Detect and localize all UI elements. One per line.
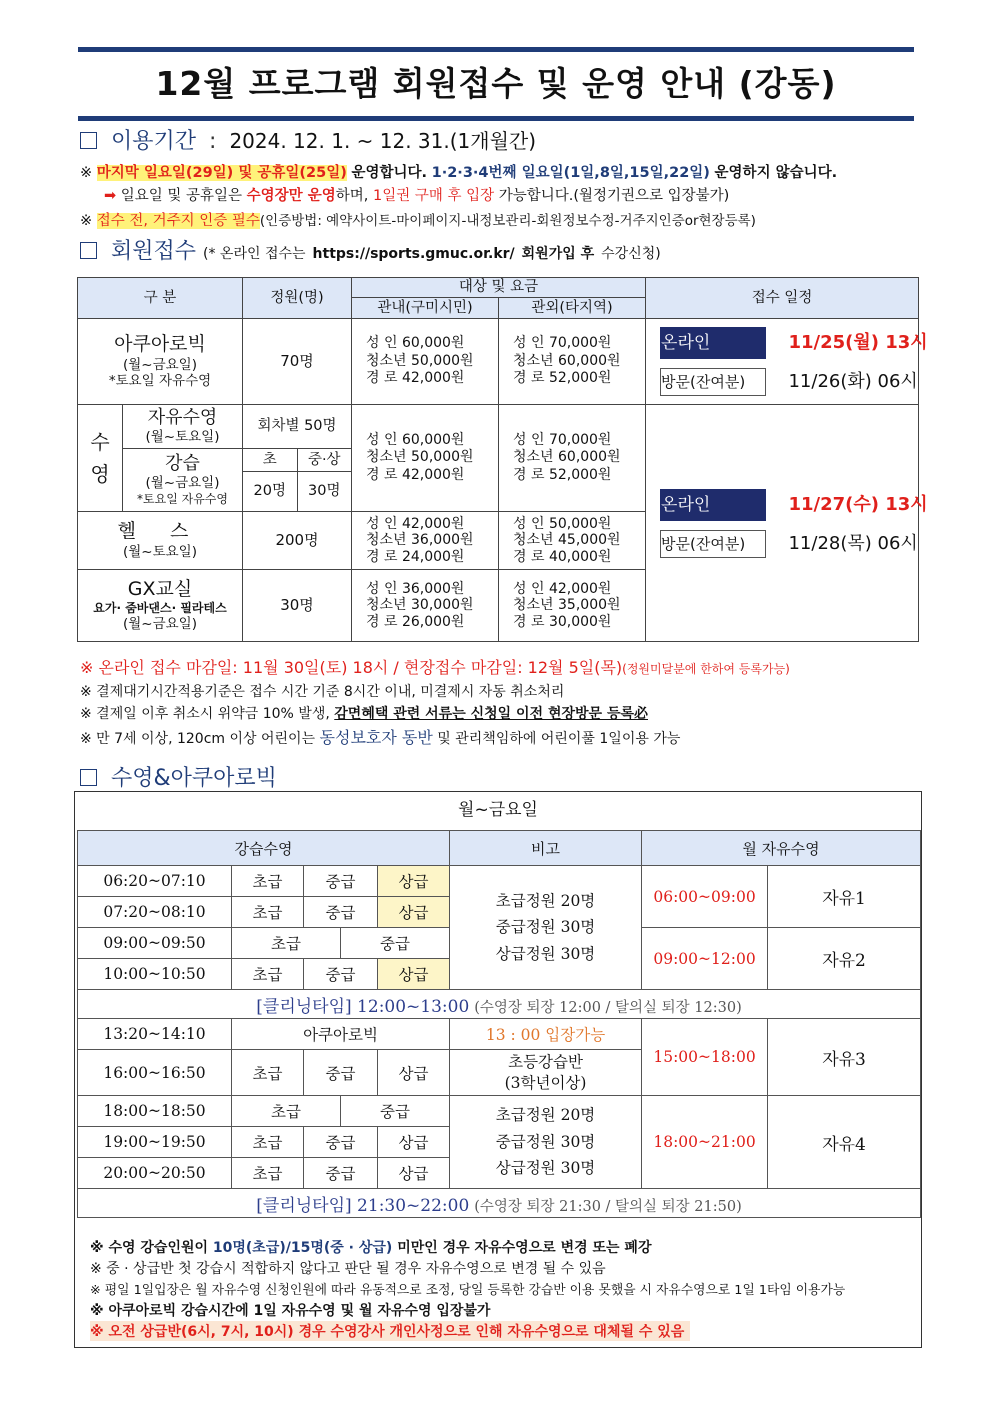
table-row: 18:00~18:50 초급 중급 초급정원 20명 중급정원 30명 상급정원 30명 18:00~21:00 자유4 (78, 1096, 921, 1127)
note-level-change: ※ 중 · 상급반 첫 강습시 적합하지 않다고 판단 될 경우 자유수영으로 변경 될 수 있음 (90, 1261, 606, 1277)
register-url[interactable]: https://sports.gmuc.or.kr/ (312, 246, 515, 262)
row-swim-lesson: 강습 (월~금요일) *토요일 자유수영 초 중·상 20명 30명 (78, 449, 919, 512)
note-deadline: ※ 온라인 접수 마감일: 11월 30일(토) 18시 / 현장접수 마감일: 12월 5일(목)(정원미달분에 한하여 등록가능) (80, 658, 790, 677)
note-residence: ※ 접수 전, 거주지 인증 필수(인증방법: 예약사이트-마이페이지-내정보관리-회원정보수정-거주지인증or현장등록) (80, 213, 756, 229)
period-section (80, 124, 536, 155)
note-aquarobic-time: ※ 아쿠아로빅 강습시간에 1일 자유수영 및 월 자유수영 입장불가 (90, 1303, 491, 1319)
visit-badge: 방문(잔여분) (660, 368, 766, 396)
table-row: 10:00~10:50 초급 중급 상급 (78, 959, 921, 990)
note-min-enrollment: ※ 수영 강습인원이 10명(초급)/15명(중 · 상급) 미만인 경우 자유수영으로 변경 또는 폐강 (90, 1240, 652, 1256)
note-cancel: ※ 결제일 이후 취소시 위약금 10% 발생, 감면혜택 관련 서류는 신청일 이전 현장방문 등록必 (80, 706, 648, 722)
arrow-right-icon: ➡ (104, 188, 117, 204)
title-band (78, 47, 914, 121)
checkbox-square-icon (80, 242, 97, 259)
online-badge: 온라인 (660, 327, 766, 359)
header-target-fee: 대상 및 요금 (352, 278, 646, 298)
register-heading: 회원접수 (111, 239, 197, 264)
table-row: 16:00~16:50 초급 중급 상급 초등강습반 (3학년이상) (78, 1050, 921, 1096)
visit-date: 11/28(목) 06시 (788, 532, 918, 554)
checkbox-square-icon (80, 132, 97, 149)
note-payment-wait: ※ 결제대기시간적용기준은 접수 시간 기준 8시간 이내, 미결제시 자동 취소처리 (80, 684, 565, 700)
row-free-swim: 수 영 자유수영 (월~토요일) 회차별 50명 성 인 60,000원 청소년 50,000원 경 로 42,000원 성 인 70,000원 청소년 60,000원 경 로 52,000원 온라인 11/27(수) 13시 방문(잔여분) 11/28(목) 06시 (78, 405, 919, 449)
schedule-swim-health-gx (646, 405, 928, 642)
table-row: 09:00~09:50 초급 중급 09:00~12:00 자유2 (78, 928, 921, 959)
header-gubun: 구 분 (78, 278, 243, 319)
schedule-aquarobic (646, 319, 928, 405)
swim-schedule-table (77, 830, 921, 1218)
header-schedule: 접수 일정 (646, 278, 919, 319)
table-row: 07:20~08:10 초급 중급 상급 (78, 897, 921, 928)
table-row: 19:00~19:50 초급 중급 상급 (78, 1127, 921, 1158)
checkbox-square-icon (80, 769, 97, 786)
online-date: 11/25(월) 13시 (788, 332, 928, 353)
period-value: 2024. 12. 1. ~ 12. 31.(1개월간) (229, 129, 537, 153)
swim-heading: 수영&아쿠아로빅 (111, 766, 277, 791)
table-row: 13:20~14:10 아쿠아로빅 13 : 00 입장가능 15:00~18:00 자유3 (78, 1019, 921, 1050)
note-daily-entry: ※ 평일 1일입장은 월 자유수영 신청인원에 따라 유동적으로 조정, 당일 등록한 강습반 이용 못했을 시 자유수영으로 1일 1타임 이용가능 (90, 1283, 846, 1298)
row-health: 헬 스 (월~토요일) 200명 성 인 42,000원 청소년 36,000원 경 로 24,000원 성 인 50,000원 청소년 45,000원 경 로 40,000원 (78, 512, 919, 570)
header-nonresident: 관외(타지역) (499, 298, 646, 319)
note-holiday: ➡ 일요일 및 공휴일은 수영장만 운영하며, 1일권 구매 후 입장 가능합니다.(월정기권으로 입장불가) (104, 188, 730, 204)
swim-section (80, 761, 277, 792)
note-sunday-navy: 1·2·3·4번째 일요일(1일,8일,15일,22일) (431, 165, 710, 181)
header-remarks: 비고 (450, 831, 642, 866)
register-section: 회원접수 (* 온라인 접수는 https://sports.gmuc.or.kr/ 회원가입 후 수강신청) (80, 234, 661, 265)
page-title: 12월 프로그램 회원접수 및 운영 안내 (강동) (155, 64, 837, 103)
cleaning-time-row: [클리닝타임] 21:30~22:00 (수영장 퇴장 21:30 / 탈의실 퇴장 21:50) (78, 1189, 921, 1218)
period-colon: : (209, 129, 217, 154)
row-aquarobic: 아쿠아로빅 (월~금요일) *토요일 자유수영 70명 성 인 60,000원 청소년 50,000원 경 로 42,000원 성 인 70,000원 청소년 60,000원 경 로 52,000원 온라인 11/25(월) 13시 방문(잔여분) 11/26(화) 06시 (78, 319, 919, 405)
online-badge: 온라인 (660, 489, 766, 521)
swim-banner: 월~금요일 (458, 800, 538, 820)
cleaning-time-row: [클리닝타임] 12:00~13:00 (수영장 퇴장 12:00 / 탈의실 퇴장 12:30) (78, 990, 921, 1019)
note-sunday-red: 마지막 일요일(29일) 및 공휴일(25일) (96, 165, 347, 181)
online-date: 11/27(수) 13시 (788, 493, 928, 515)
header-resident: 관내(구미시민) (352, 298, 499, 319)
registration-table (77, 277, 928, 642)
header-lesson: 강습수영 (78, 831, 450, 866)
visit-badge: 방문(잔여분) (660, 530, 766, 558)
header-capacity: 정원(명) (243, 278, 352, 319)
row-gx: GX교실 요가· 줌바댄스· 필라테스 (월~금요일) 30명 성 인 36,000원 청소년 30,000원 경 로 26,000원 성 인 42,000원 청소년 35,000원 경 로 30,000원 (78, 570, 919, 642)
note-kids: ※ 만 7세 이상, 120cm 이상 어린이는 동성보호자 동반 및 관리책임하에 어린이풀 1일이용 가능 (80, 728, 681, 747)
table-row: 20:00~20:50 초급 중급 상급 (78, 1158, 921, 1189)
visit-date: 11/26(화) 06시 (788, 371, 918, 392)
header-free: 월 자유수영 (642, 831, 921, 866)
period-heading: 이용기간 (111, 129, 197, 154)
note-residence-highlight: 접수 전, 거주지 인증 필수 (96, 213, 260, 229)
table-row: 06:20~07:10 초급 중급 상급 초급정원 20명 중급정원 30명 상급정원 30명 06:00~09:00 자유1 (78, 866, 921, 897)
note-sunday: ※ 마지막 일요일(29일) 및 공휴일(25일) 운영합니다. 1·2·3·4번째 일요일(1일,8일,15일,22일) 운영하지 않습니다. (80, 165, 838, 181)
note-morning-advanced: ※ 오전 상급반(6시, 7시, 10시) 경우 수영강사 개인사정으로 인해 자유수영으로 대체될 수 있음 (90, 1321, 690, 1341)
